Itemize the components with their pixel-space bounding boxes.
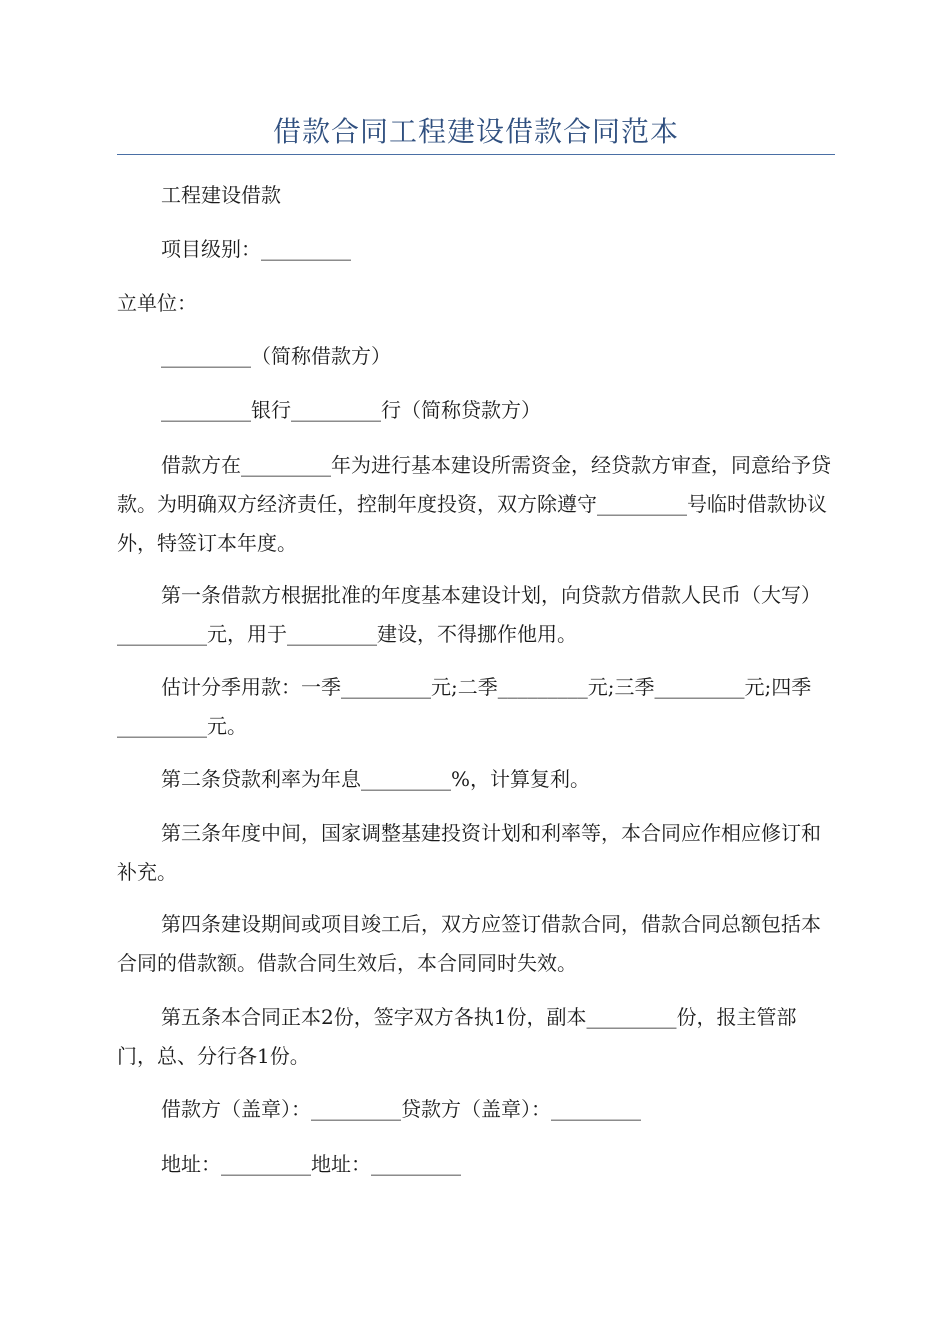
paragraph-quarterly-usage: 估计分季用款：一季_________元;二季_________元;三季_________元;四季_________元。 xyxy=(117,675,812,738)
paragraph-project-level: 项目级别：_________ xyxy=(161,237,351,261)
title-underline xyxy=(117,154,835,155)
document-title: 借款合同工程建设借款合同范本 xyxy=(272,115,679,148)
paragraph-article-4: 第四条建设期间或项目竣工后，双方应签订借款合同，借款合同总额包括本合同的借款额。借款合同生效后，本合同同时失效。 xyxy=(117,912,821,975)
paragraph-signatures: 借款方（盖章）：_________贷款方（盖章）：_________ xyxy=(161,1097,641,1121)
paragraph-lender: _________银行_________行（简称贷款方） xyxy=(161,398,541,422)
paragraph-preamble: 借款方在_________年为进行基本建设所需资金，经贷款方审查，同意给予贷款。为明确双方经济责任，控制年度投资，双方除遵守_________号临时借款协议外，特签订本年度。 xyxy=(117,453,831,555)
paragraph-borrower: _________（简称借款方） xyxy=(161,344,391,368)
paragraph-addresses: 地址：_________地址：_________ xyxy=(161,1152,461,1176)
paragraph-article-1: 第一条借款方根据批准的年度基本建设计划，向贷款方借款人民币（大写）_________元，用于_________建设，不得挪作他用。 xyxy=(117,583,821,646)
paragraph-article-5: 第五条本合同正本2份，签字双方各执1份，副本_________份，报主管部门，总、分行各1份。 xyxy=(117,1005,797,1068)
paragraph-parties-heading: 立单位： xyxy=(117,291,197,315)
paragraph-article-2: 第二条贷款利率为年息_________%，计算复利。 xyxy=(161,767,591,791)
paragraph-subject: 工程建设借款 xyxy=(161,183,281,207)
paragraph-article-3: 第三条年度中间，国家调整基建投资计划和利率等，本合同应作相应修订和补充。 xyxy=(117,821,821,884)
